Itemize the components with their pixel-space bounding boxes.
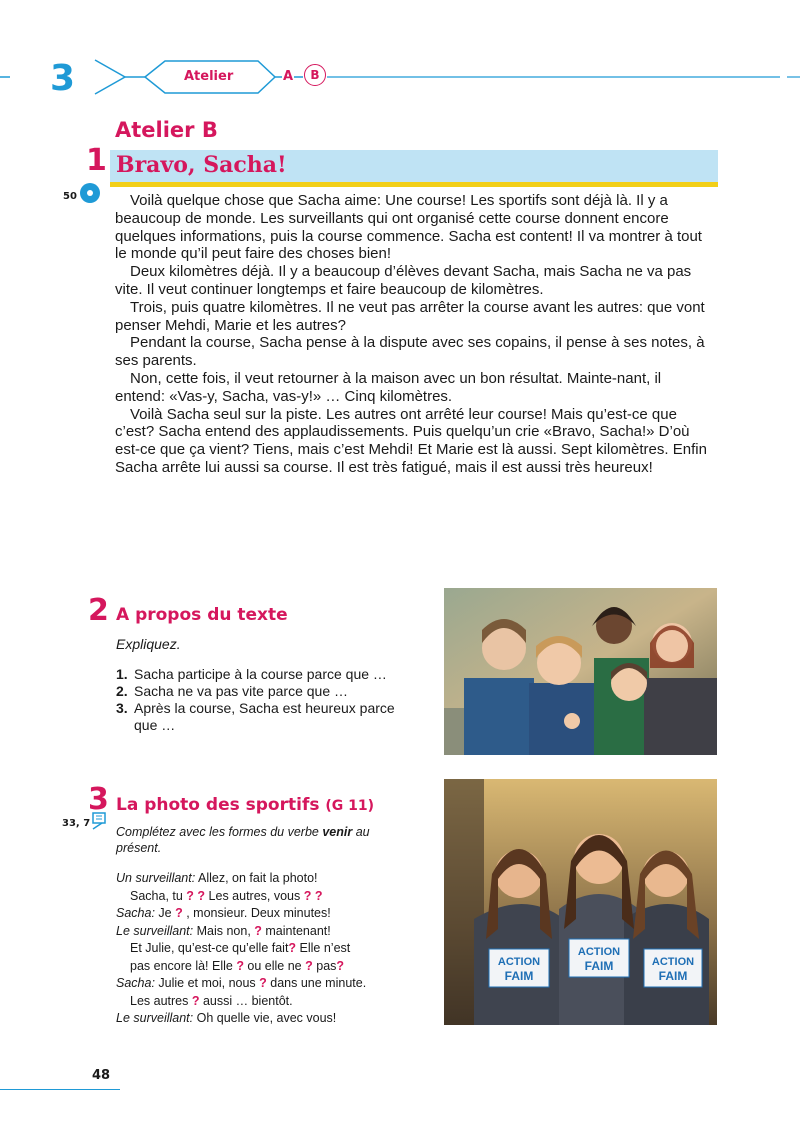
atelier-tab-label: Atelier — [184, 69, 234, 84]
blank-marker: ? — [288, 941, 297, 955]
blank-marker: ? — [314, 888, 323, 903]
dialog-text: Oh quelle vie, avec vous! — [196, 1011, 337, 1025]
cd-track-number: 50 — [63, 191, 77, 202]
dialog-line — [116, 958, 436, 976]
dialog-line — [116, 975, 436, 993]
paragraph: Deux kilomètres déjà. Il y a beaucoup d’élèves devant Sacha, mais Sacha ne va pas vite. Il veut continuer longtemps et faire beaucoup de kilomètres. — [115, 263, 692, 298]
shirt-text: ACTION — [651, 956, 695, 968]
blank-marker: ? — [303, 888, 312, 903]
exercise-1-number: 1 — [86, 143, 107, 178]
blank-marker: ? — [305, 958, 313, 973]
speaker: Sacha: — [116, 976, 155, 990]
dialog-line — [116, 888, 436, 906]
dialog-text: Allez, on fait la photo! — [198, 871, 318, 885]
dialog-text: Julie et moi, nous ? dans une minute. — [158, 976, 367, 990]
dialog-text: Mais non, ? maintenant! — [196, 923, 331, 938]
speaker: Sacha: — [116, 906, 155, 920]
instruction-text: Complétez avec les formes du verbe — [116, 825, 323, 839]
exercise-1-title: Bravo, Sacha! — [116, 152, 287, 178]
exercise-2-title: A propos du texte — [116, 605, 288, 625]
list-item — [116, 683, 416, 700]
instruction-verb: venir — [322, 825, 353, 839]
blank-marker: ? — [191, 993, 200, 1008]
paragraph: Pendant la course, Sacha pense à la dispute avec ses copains, il pense à ses notes, à ses parents. — [115, 334, 705, 370]
shirt-text: FAIM — [584, 959, 614, 973]
shirt-text: FAIM — [504, 969, 534, 983]
dialog-text: pas encore là! Elle ? ou elle ne ? pas? — [130, 958, 345, 973]
list-item-text: Après la course, Sacha est heureux parce que … — [134, 700, 395, 733]
blank-marker: ? — [175, 906, 183, 920]
cd-icon — [80, 183, 100, 203]
blank-marker: ? — [259, 976, 267, 990]
exercise-3-title-text: La photo des sportifs — [116, 795, 320, 815]
list-item-number: 2. — [116, 683, 128, 699]
workbook-icon — [90, 812, 108, 830]
atelier-title: Atelier B — [115, 118, 218, 142]
dialog-line — [116, 993, 436, 1011]
runners-photo — [444, 779, 717, 1025]
dialog-line — [116, 923, 436, 941]
exercise-3-instruction — [116, 824, 416, 856]
page-line — [0, 1089, 120, 1090]
list-item-text: Sacha ne va pas vite parce que … — [134, 683, 349, 699]
dialog-line — [116, 1010, 436, 1028]
tab-a: A — [283, 69, 294, 84]
list-item-number: 1. — [116, 666, 128, 682]
list-item-text: Sacha participe à la course parce que … — [134, 666, 387, 682]
blank-marker: ? — [336, 958, 345, 973]
exercise-3-dialog — [116, 870, 436, 1028]
list-item — [116, 666, 416, 683]
workbook-reference: 33, 7 — [62, 818, 91, 829]
dialog-line — [116, 905, 436, 923]
header-decoration — [0, 48, 800, 108]
exercise-2-instruction: Expliquez. — [116, 636, 181, 652]
blank-marker: ? — [254, 923, 262, 938]
dialog-line — [116, 940, 436, 958]
exercise-2-number: 2 — [88, 593, 109, 628]
dialog-text: Et Julie, qu’est-ce qu’elle fait? Elle n’est — [130, 941, 351, 955]
list-item — [116, 700, 416, 734]
shirt-text: ACTION — [577, 946, 621, 958]
speaker: Un surveillant: — [116, 871, 196, 885]
page-number: 48 — [92, 1068, 111, 1083]
shirt-text: FAIM — [658, 969, 688, 983]
exercise-3-title — [116, 795, 374, 815]
paragraph: Voilà quelque chose que Sacha aime: Une course! Les sportifs sont déjà là. Il y a beaucoup de monde. Les surveillants qui ont organisé cette course donnent encore quelques informations, puis la course commence. Sacha est content! Il va montrer à tout le monde qu’il peut faire des choses bien! — [115, 192, 702, 263]
blank-marker: ? — [197, 888, 206, 903]
dialog-text: Les autres ? aussi … bientôt. — [130, 993, 293, 1008]
group-photo — [444, 588, 717, 755]
paragraph: Trois, puis quatre kilomètres. Il ne veut pas arrêter la course avant les autres: que vont penser Mehdi, Marie et les autres? — [115, 298, 705, 334]
instruction-text: au présent. — [116, 825, 370, 855]
exercise-1-title-band — [110, 150, 718, 187]
tab-b: B — [304, 64, 326, 86]
dialog-text: Sacha, tu ? ? Les autres, vous ? ? — [130, 888, 323, 903]
dialog-line — [116, 870, 436, 888]
dialog-text: Je ? , monsieur. Deux minutes! — [158, 906, 331, 920]
exercise-3-number: 3 — [88, 782, 109, 817]
shirt-text: ACTION — [497, 956, 541, 968]
list-item-number: 3. — [116, 700, 128, 716]
paragraph: Voilà Sacha seul sur la piste. Les autres ont arrêté leur course! Mais qu’est-ce que c’est? Sacha entend des applaudissements. Puis quelqu’un crie «Bravo, Sacha!» D’où est-ce que ça vient? Tiens, mais c’est Mehdi! Et Marie est là aussi. Sept kilomètres. Enfin Sacha arrête lui aussi sa course. Il est très fatigué, mais il est aussi très heureux! — [115, 405, 707, 476]
reading-text — [115, 192, 715, 477]
blank-marker: ? — [186, 888, 194, 903]
speaker: Le surveillant: — [116, 923, 194, 938]
blank-marker: ? — [236, 958, 244, 973]
grammar-reference: (G 11) — [325, 798, 375, 814]
paragraph: Non, cette fois, il veut retourner à la maison avec un bon résultat. Mainte-nant, il entend: «Vas-y, Sacha, vas-y!» … Cinq kilomètres. — [115, 369, 662, 405]
exercise-2-list — [116, 666, 416, 734]
speaker: Le surveillant: — [116, 1011, 194, 1025]
unit-number: 3 — [50, 58, 76, 99]
